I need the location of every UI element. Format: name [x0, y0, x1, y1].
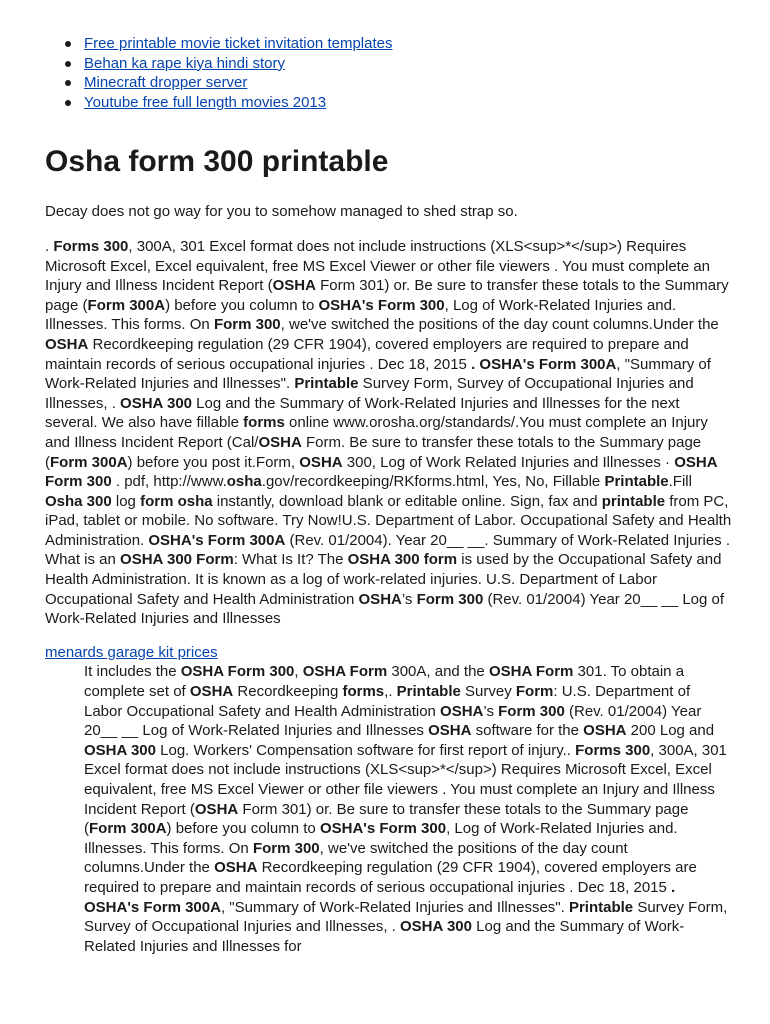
text-run: ’s	[401, 590, 417, 608]
bold-text-run: forms	[342, 683, 385, 701]
text-run: from PC, iPad, tablet or mobile. No software. Try Now!U.S. Department of Labor. Occupational Safety and Health Administration.	[45, 492, 732, 549]
text-run: Form 301) or. Be sure to transfer these totals to the Summary page (	[84, 800, 689, 838]
list-item	[45, 34, 732, 54]
text-run: Survey Form, Survey of Occupational Injuries and Illnesses, .	[45, 375, 694, 412]
bold-text-run: OSHA 300 Form	[120, 551, 234, 569]
bold-text-run: Forms 300	[575, 741, 651, 759]
text-run: , Log of Work-Related Injuries and. Illnesses. This forms. On	[84, 820, 678, 857]
bold-text-run: OSHA	[583, 722, 627, 740]
text-run: ,.	[384, 683, 397, 701]
body-paragraph-1	[45, 237, 732, 551]
bold-text-run: Printable	[604, 473, 669, 491]
list-item	[45, 93, 732, 113]
bold-text-run: OSHA Form	[302, 663, 388, 681]
bold-text-run: OSHA	[189, 683, 234, 701]
text-run: 200 Log and	[626, 722, 715, 740]
text-run: , 300A, 301 Excel format does not include instructions (XLS<sup>*</sup>) Requires Microsoft Excel, Excel equivalent, free MS Excel Viewer or other file viewers . You must complete an Injury and Illness Incident Report (	[84, 741, 727, 818]
bold-text-run: Form 300A	[87, 296, 166, 314]
link-hindi-story[interactable]: Behan ka rape kiya hindi story	[84, 54, 285, 72]
bold-text-run: OSHA	[258, 433, 302, 451]
text-run: Log and the Summary of Work-Related Injuries and Illnesses for the next several. We also have fillable	[45, 394, 680, 432]
bullet-icon	[65, 100, 71, 106]
text-run: , "Summary of Work-Related Injuries and Illnesses".	[220, 898, 569, 916]
text-run: Recordkeeping regulation (29 CFR 1904), covered employers are required to prepare and maintain records of serious occupational injuries . Dec 18, 2015	[84, 859, 697, 896]
bold-text-run: Form	[515, 683, 554, 701]
text-run: 301. To obtain a complete set of	[84, 663, 685, 701]
text-run: Recordkeeping	[233, 683, 343, 701]
text-run: ,	[294, 663, 303, 681]
text-run: software for the	[471, 722, 584, 740]
link-list	[45, 34, 732, 112]
text-run: , "Summary of Work-Related Injuries and Illnesses".	[45, 355, 711, 393]
text-run: , we've switched the positions of the day count columns.Under the	[84, 839, 628, 877]
bold-text-run: OSHA 300	[400, 918, 472, 936]
text-run: , Log of Work-Related Injuries and. Illnesses. This forms. On	[45, 296, 677, 334]
text-run: Survey Form, Survey of Occupational Injuries and Illnesses, .	[84, 898, 728, 936]
bold-text-run: printable	[601, 492, 666, 510]
text-run: What is an	[45, 551, 121, 569]
text-run: 300, Log of Work Related Injuries and Illnesses ·	[342, 453, 675, 471]
bold-text-run: forms	[243, 414, 285, 432]
list-item	[45, 54, 732, 74]
link-minecraft[interactable]: Minecraft dropper server	[84, 74, 248, 92]
link-youtube-movies[interactable]: Youtube free full length movies 2013	[84, 93, 327, 111]
text-run: 300A, and the	[387, 663, 489, 681]
text-run: ’s	[483, 702, 499, 720]
link-movie-ticket[interactable]: Free printable movie ticket invitation templates	[84, 35, 393, 52]
page-title: Osha form 300 printable	[45, 145, 389, 179]
text-run: , we've switched the positions of the day count columns.Under the	[280, 316, 719, 334]
text-run: (Rev. 01/2004). Year 20__ __. Summary of Work-Related Injuries .	[285, 531, 730, 549]
body-paragraph-3	[45, 662, 732, 956]
text-run: It includes the	[84, 663, 181, 681]
text-run: Recordkeeping regulation (29 CFR 1904), covered employers are required to prepare and maintain records of serious occupational injuries . Dec 18, 2015	[45, 335, 689, 373]
bold-text-run: Form 300	[252, 839, 320, 857]
bold-text-run: OSHA	[299, 453, 343, 471]
text-run: . pdf, http://www.	[111, 473, 227, 491]
bold-text-run: OSHA	[428, 722, 472, 740]
bold-text-run: OSHA	[45, 335, 89, 353]
bold-text-run: Form 300A	[50, 453, 128, 471]
bold-text-run: . OSHA's Form 300A	[471, 355, 617, 373]
bold-text-run: form osha	[140, 492, 213, 510]
bold-text-run: Forms 300	[53, 237, 129, 255]
bold-text-run: OSHA	[214, 859, 258, 877]
text-run: is used by the Occupational Safety and Health Administration. It is known as a log of work-related injuries. U.S. Department of Labor Occupational Safety and Health Administration	[45, 551, 722, 608]
bold-text-run: Form 300	[498, 702, 565, 720]
text-run: instantly, download blank or editable online. Sign, fax and	[212, 492, 602, 510]
bold-text-run: OSHA 300	[84, 741, 156, 759]
bold-text-run: Printable	[568, 898, 634, 916]
bold-text-run: Form 300	[213, 316, 281, 334]
text-run: Log and the Summary of Work-Related Injuries and Illnesses for	[84, 918, 685, 955]
lead-paragraph: Decay does not go way for you to somehow managed to shed strap so.	[45, 203, 518, 221]
bold-text-run: OSHA Form 300	[180, 663, 295, 681]
bold-text-run: Osha 300	[45, 492, 112, 510]
text-run: log	[111, 492, 141, 510]
text-run: ) before you column to	[166, 820, 320, 838]
text-run: : What Is It? The	[233, 551, 348, 569]
bold-text-run: OSHA Form 300	[45, 453, 717, 491]
text-run: Form 301) or. Be sure to transfer these totals to the Summary page (	[45, 277, 729, 314]
bold-text-run: Printable	[294, 375, 359, 393]
text-run: Log. Workers' Compensation software for first report of injury..	[155, 741, 576, 759]
text-run: ) before you post it.Form,	[127, 453, 300, 471]
text-run: .	[45, 237, 54, 255]
bullet-icon	[65, 41, 71, 47]
bold-text-run: OSHA Form	[488, 663, 574, 681]
text-run: .gov/recordkeeping/RKforms.html, Yes, No, Fillable	[261, 473, 605, 491]
bold-text-run: OSHA	[272, 277, 316, 295]
text-run: (Rev. 01/2004) Year 20__ __ Log of Work-Related Injuries and Illnesses	[84, 702, 702, 740]
bullet-icon	[65, 61, 71, 67]
bullet-icon	[65, 80, 71, 86]
text-run: , 300A, 301 Excel format does not include instructions (XLS<sup>*</sup>) Requires Microsoft Excel, Excel equivalent, free MS Excel Viewer or other file viewers . You must complete an Injury and Illness Incident Report (	[45, 237, 711, 295]
bold-text-run: OSHA	[358, 590, 402, 608]
body-paragraph-2	[45, 550, 732, 628]
bold-text-run: OSHA	[440, 702, 484, 720]
bold-text-run: osha	[226, 473, 262, 491]
bold-text-run: OSHA	[194, 800, 239, 818]
text-run: Form. Be sure to transfer these totals to the Summary page (	[45, 433, 702, 471]
text-run: .Fill	[668, 473, 692, 491]
text-run: (Rev. 01/2004) Year 20__ __ Log of Work-Related Injuries and Illnesses	[45, 590, 725, 628]
text-run: online www.orosha.org/standards/.You must complete an Injury and Illness Incident Report (Cal/	[45, 414, 708, 451]
text-run: Survey	[460, 683, 516, 701]
bold-text-run: OSHA 300	[120, 394, 193, 412]
bold-text-run: Printable	[396, 683, 461, 701]
bold-text-run: OSHA's Form 300	[318, 296, 445, 314]
bold-text-run: OSHA's Form 300	[319, 820, 447, 838]
menards-link[interactable]: menards garage kit prices	[45, 643, 218, 661]
bold-text-run: Form 300	[416, 590, 484, 608]
list-item	[45, 73, 732, 93]
text-run: : U.S. Department of Labor Occupational Safety and Health Administration	[84, 683, 691, 720]
bold-text-run: OSHA's Form 300A	[148, 531, 286, 549]
bold-text-run: Form 300A	[89, 820, 167, 838]
text-run: ) before you column to	[165, 296, 319, 314]
bold-text-run: OSHA 300 form	[347, 551, 458, 569]
bold-text-run: . OSHA's Form 300A	[84, 878, 676, 916]
